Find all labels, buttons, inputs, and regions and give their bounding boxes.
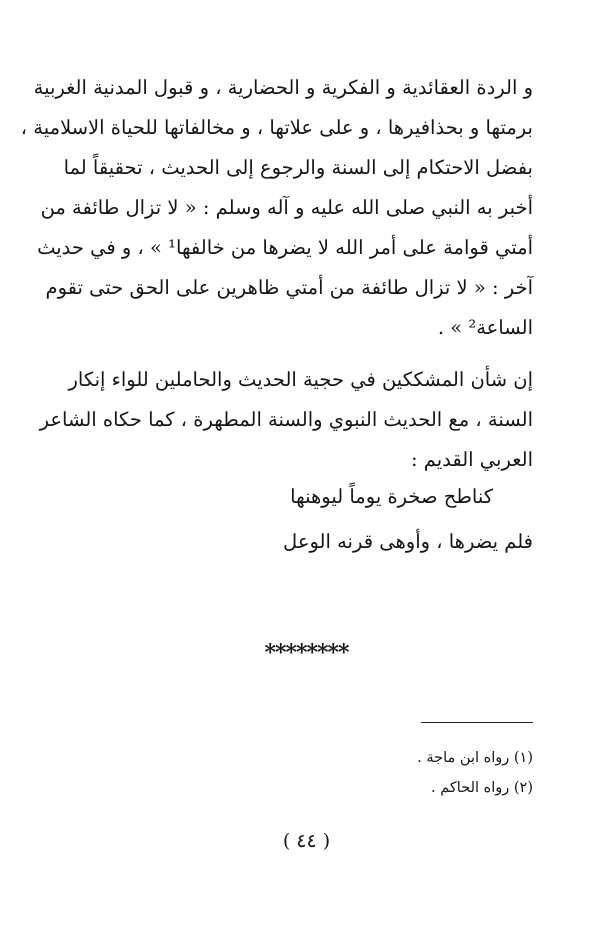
paragraph-1 <box>20 68 533 348</box>
text-line: السنة ، مع الحديث النبوي والسنة المطهرة ، كما حكاه الشاعر <box>39 408 533 431</box>
verse-line-2: فلم يضرها ، وأوهى قرنه الوعل <box>283 530 533 553</box>
text-line: الساعة² » . <box>437 316 533 339</box>
text-line: و الردة العقائدية و الفكرية و الحضارية ، و قبول المدنية الغربية <box>33 76 533 99</box>
text-line: إن شأن المشككين في حجية الحديث والحاملين للواء إنكار <box>68 368 533 391</box>
footnote-rule <box>421 722 533 723</box>
text-line: أمتي قوامة على أمر الله لا يضرها من خالفها¹ » ، و في حديث <box>37 236 533 259</box>
text-line: أخبر به النبي صلى الله عليه و آله وسلم : « لا تزال طائفة من <box>40 196 533 219</box>
paragraph-2 <box>39 360 533 480</box>
footnotes <box>417 743 533 803</box>
text-line: آخر : « لا تزال طائفة من أمتي ظاهرين على الحق حتى تقوم <box>45 276 533 299</box>
star-separator: ******** <box>264 640 349 666</box>
text-line: برمتها و بحذافيرها ، و على علاتها ، و مخالفاتها للحياة الاسلامية ، <box>20 116 533 139</box>
verse-line-1: كناطح صخرة يوماً ليوهنها <box>290 485 493 508</box>
text-line: بفضل الاحتكام إلى السنة والرجوع إلى الحديث ، تحقيقاً لما <box>63 156 533 179</box>
text-line: العربي القديم : <box>410 448 533 471</box>
footnote-1: (١) رواه ابن ماجة . <box>417 750 533 766</box>
page-number: ( ٤٤ ) <box>282 830 331 852</box>
footnote-2: (٢) رواه الحاكم . <box>431 780 533 796</box>
